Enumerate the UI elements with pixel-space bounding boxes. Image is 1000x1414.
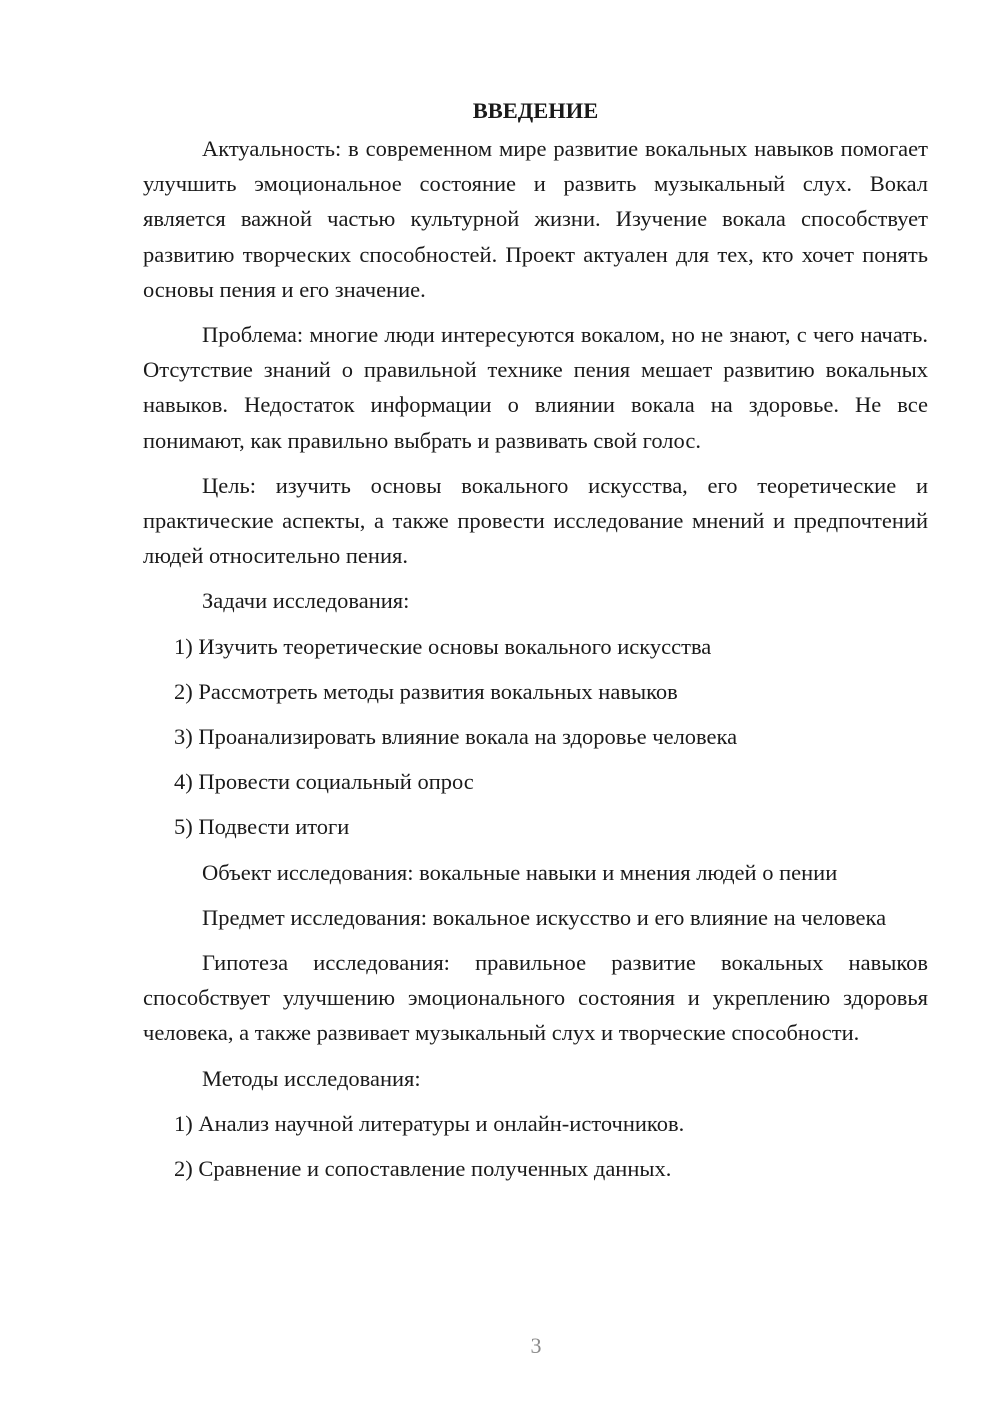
method-item: 2) Сравнение и сопоставление полученных данных. — [174, 1156, 672, 1182]
task-item: 2) Рассмотреть методы развития вокальных навыков — [174, 678, 678, 704]
problem-paragraph: Проблема: многие люди интересуются вокалом, но не знают, с чего начать. Отсутствие знаний о правильной технике пения мешает развитию вокальных навыков. Недостаток информации о влиянии вокала на здоровье. Не все понимают, как правильно выбрать и развивать свой голос. — [143, 322, 928, 453]
method-item: 1) Анализ научной литературы и онлайн-источников. — [174, 1110, 685, 1136]
object-paragraph: Объект исследования: вокальные навыки и мнения людей о пении — [202, 859, 838, 885]
task-item: 4) Провести социальный опрос — [174, 769, 474, 795]
goal-paragraph: Цель: изучить основы вокального искусства, его теоретические и практические аспекты, а также провести исследование мнений и предпочтений людей относительно пения. — [143, 472, 928, 569]
methods-title: Методы исследования: — [202, 1065, 421, 1091]
tasks-title: Задачи исследования: — [202, 588, 410, 614]
task-item: 1) Изучить теоретические основы вокального искусства — [174, 633, 712, 659]
hypothesis-paragraph: Гипотеза исследования: правильное развитие вокальных навыков способствует улучшению эмоционального состояния и укреплению здоровья человека, а также развивает музыкальный слух и творческие способности. — [143, 950, 928, 1046]
task-item: 5) Подвести итоги — [174, 814, 350, 840]
relevance-paragraph: Актуальность: в современном мире развитие вокальных навыков помогает улучшить эмоциональное состояние и развить музыкальный слух. Вокал является важной частью культурной жизни. Изучение вокала способствует развитию творческих способностей. Проект актуален для тех, кто хочет понять основы пения и его значение. — [143, 136, 928, 302]
page-content — [143, 96, 928, 1196]
subject-paragraph: Предмет исследования: вокальное искусство и его влияние на человека — [202, 904, 887, 930]
section-heading: ВВЕДЕНИЕ — [472, 98, 599, 123]
page-number: 3 — [530, 1333, 542, 1358]
task-item: 3) Проанализировать влияние вокала на здоровье человека — [174, 724, 738, 750]
